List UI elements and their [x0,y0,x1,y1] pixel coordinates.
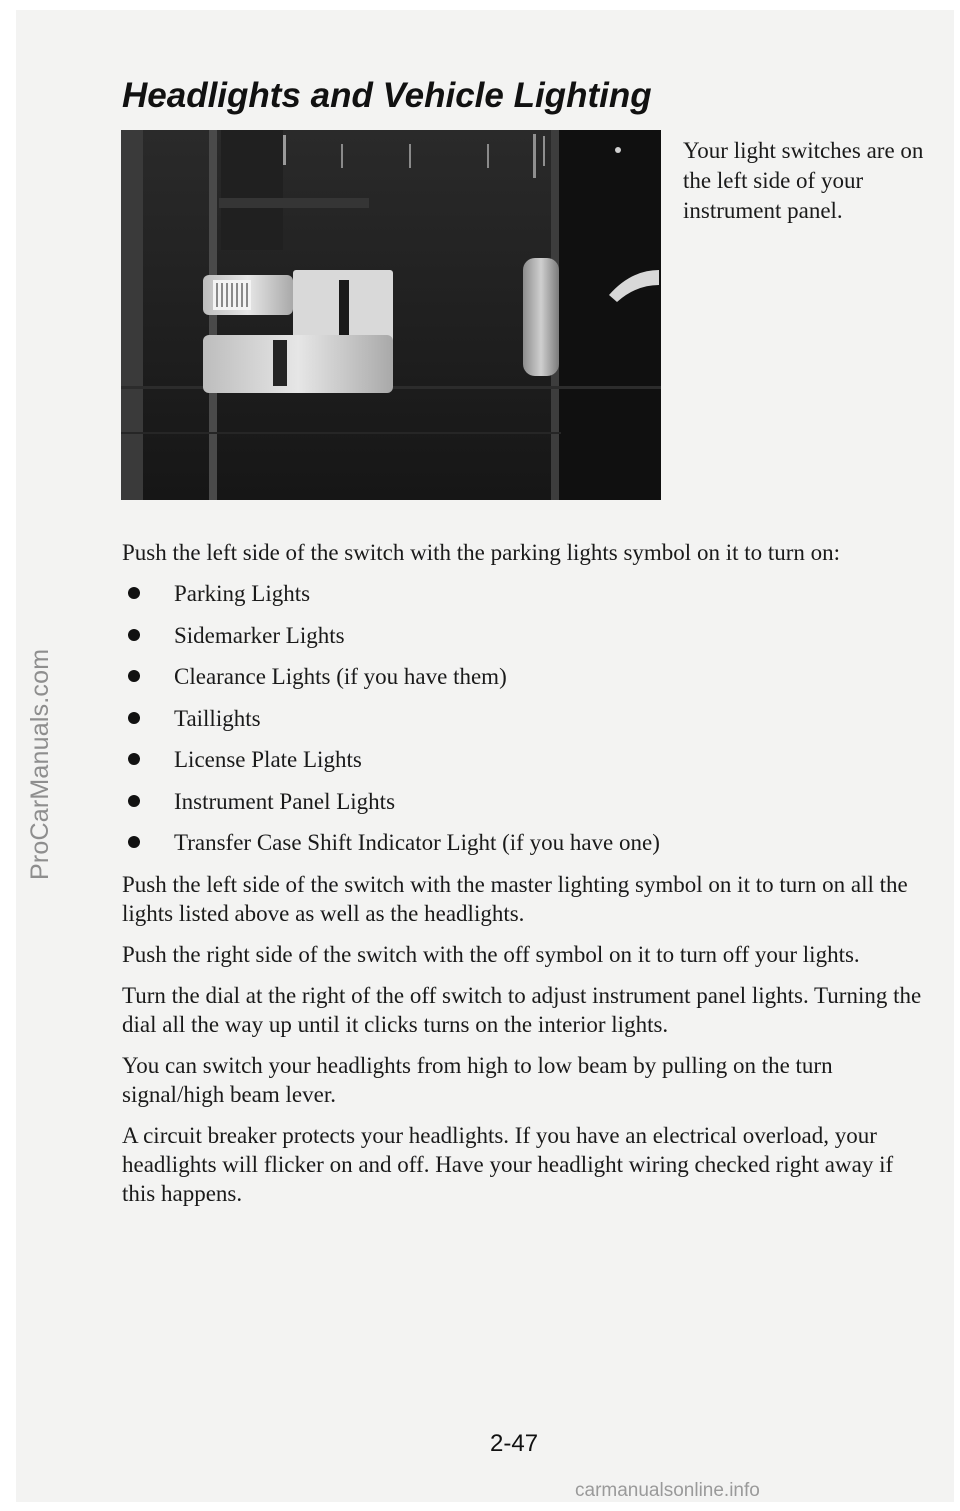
bullet-icon [128,629,140,641]
list-item [122,579,922,608]
bullet-icon [128,836,140,848]
page-number: 2-47 [490,1430,539,1457]
bullet-icon [128,753,140,765]
bullet-icon [128,795,140,807]
list-item [122,828,922,857]
list-item-label: License Plate Lights [174,747,362,772]
circuit-breaker-paragraph: A circuit breaker protects your headlights. If you have an electrical overload, your headlights will flicker on and off. Have your headlight wiring checked right away if this happens. [122,1122,894,1206]
light-switch-photo [121,130,661,500]
side-watermark: ProCarManuals.com [26,648,54,880]
list-item [122,745,922,774]
body-text [122,538,922,1220]
dial-paragraph: Turn the dial at the right of the off switch to adjust instrument panel lights. Turning the dial all the way up until it clicks turns on the interior lights. [122,982,922,1037]
beam-paragraph: You can switch your headlights from high to low beam by pulling on the turn signal/high beam lever. [122,1052,833,1107]
list-item-label: Transfer Case Shift Indicator Light (if you have one) [174,830,660,855]
parking-lights-list [122,579,922,857]
list-item-label: Instrument Panel Lights [174,788,396,814]
list-item-label: Taillights [174,705,261,731]
bullet-icon [128,587,140,599]
footer-watermark: carmanualsonline.info [575,1480,760,1501]
parking-intro-paragraph: Push the left side of the switch with the parking lights symbol on it to turn on: [122,540,841,565]
section-title: Headlights and Vehicle Lighting [122,76,652,115]
intro-text: Your light switches are on the left side of your instrument panel. [683,138,924,223]
bullet-icon [128,712,140,724]
list-item [122,704,922,733]
off-switch-paragraph: Push the right side of the switch with the off symbol on it to turn off your lights. [122,941,860,967]
bullet-icon [128,670,140,682]
list-item-label: Parking Lights [174,581,311,606]
list-item [122,787,922,816]
list-item-label: Clearance Lights (if you have them) [174,664,507,689]
list-item-label: Sidemarker Lights [174,622,345,648]
list-item [122,662,922,691]
master-lighting-paragraph: Push the left side of the switch with the master lighting symbol on it to turn on all the lights listed above as well as the headlights. [122,871,908,926]
list-item [122,621,922,650]
